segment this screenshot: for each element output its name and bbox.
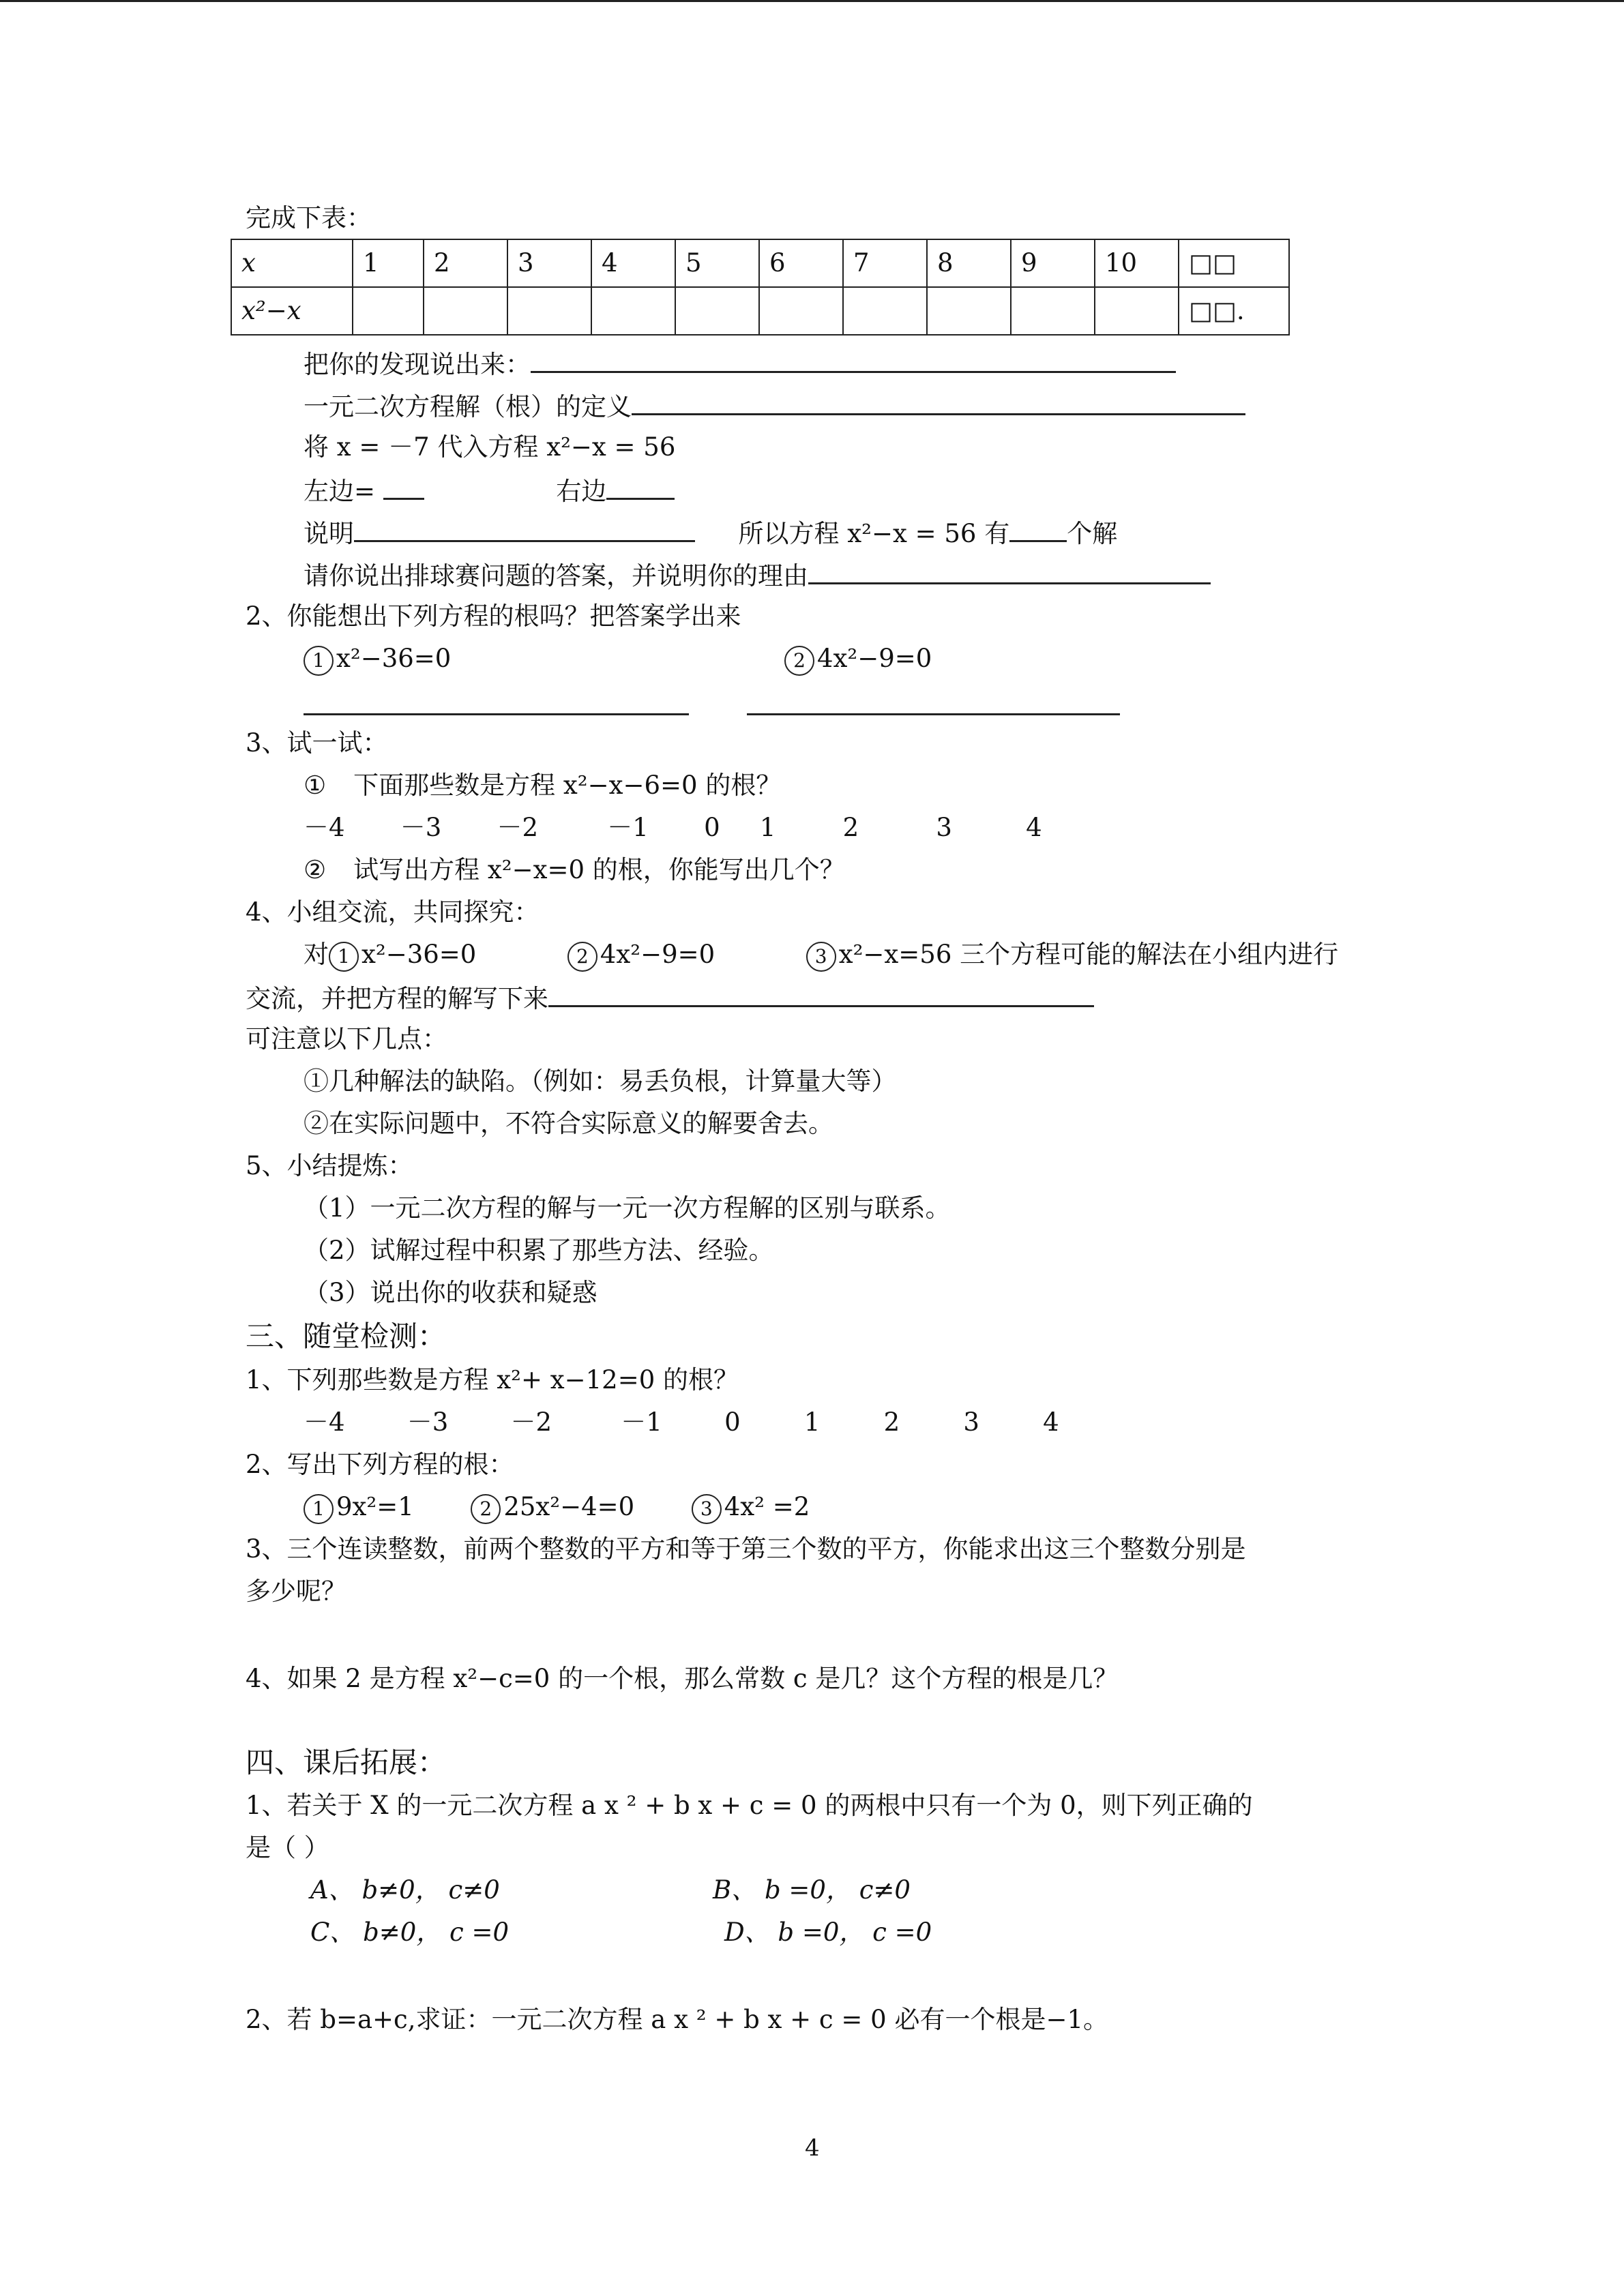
table-cell: 4 <box>591 239 675 287</box>
table-cell: 5 <box>675 239 759 287</box>
table-cell <box>843 287 927 335</box>
table-cell <box>507 287 591 335</box>
q4-equations: 对 1 x²−36=0 2 4x²−9=0 3 x²−x=56 三个方程可能的解法在小组内进行 <box>304 940 1338 972</box>
ext-1-line-2: 是（ ） <box>246 1833 329 1862</box>
option-c: C、 b≠0， c =0 <box>310 1918 510 1947</box>
definition-line: 一元二次方程解（根）的定义 <box>304 390 1245 422</box>
table-row <box>231 287 1289 335</box>
answer-blank[interactable] <box>548 982 1094 1007</box>
circled-number: 1 <box>329 942 359 972</box>
test-2-equations: 1 9x²=1 2 25x²−4=0 3 4x² =2 <box>304 1492 810 1524</box>
table-cell: 2 <box>424 239 507 287</box>
test-1: 1、下列那些数是方程 x²+ x−12=0 的根？ <box>246 1365 739 1395</box>
table-cell: x²−x <box>231 287 353 335</box>
ext-2: 2、若 b=a+c,求证：一元二次方程 a x ² + b x + c = 0 必有一个根是−1。 <box>246 2005 1109 2034</box>
left-right-line: 左边= 右边 <box>304 475 675 507</box>
table-cell: 1 <box>353 239 424 287</box>
question-2: 2、你能想出下列方程的根吗？把答案学出来 <box>246 601 741 631</box>
answer-blank[interactable] <box>1009 517 1067 542</box>
table-row <box>231 239 1289 287</box>
circled-number: 1 <box>304 1494 334 1524</box>
page-number: 4 <box>805 2134 820 2162</box>
table-cell <box>759 287 843 335</box>
table-cell <box>424 287 507 335</box>
answer-blank[interactable] <box>808 559 1211 584</box>
table-intro: 完成下表： <box>246 203 372 233</box>
answer-blank[interactable] <box>606 475 675 500</box>
table-cell <box>1095 287 1179 335</box>
circled-number: 2 <box>784 646 814 676</box>
test-1-candidates: －4 －3 －2 －1 0 1 2 3 4 <box>304 1407 1059 1437</box>
table-cell <box>927 287 1011 335</box>
answer-blank[interactable] <box>354 517 695 542</box>
circled-number: 2 <box>471 1494 501 1524</box>
test-2: 2、写出下列方程的根： <box>246 1450 514 1479</box>
answer-blank[interactable] <box>304 713 689 715</box>
table-cell: □□. <box>1179 287 1289 335</box>
test-3-line-1: 3、三个连读整数，前两个整数的平方和等于第三个数的平方，你能求出这三个整数分别是 <box>246 1534 1246 1564</box>
table-cell <box>675 287 759 335</box>
q4-continue: 交流，并把方程的解写下来 <box>246 982 1094 1014</box>
q3-candidates: －4 －3 －2 －1 0 1 2 3 4 <box>304 813 1042 842</box>
section-4-heading: 四、课后拓展： <box>246 1746 447 1779</box>
test-3-line-2: 多少呢？ <box>246 1577 346 1606</box>
question-4: 4、小组交流，共同探究： <box>246 897 540 927</box>
substitute-line: 将 x = －7 代入方程 x²−x = 56 <box>304 432 676 462</box>
volleyball-line: 请你说出排球赛问题的答案，并说明你的理由 <box>304 559 1211 591</box>
section-3-heading: 三、随堂检测： <box>246 1320 447 1353</box>
table-cell: x <box>231 239 353 287</box>
table-cell: 6 <box>759 239 843 287</box>
note-1: ①几种解法的缺陷。（例如：易丢负根，计算量大等） <box>304 1067 897 1096</box>
q5-item-3: （3）说出你的收获和疑惑 <box>304 1278 597 1307</box>
question-5: 5、小结提炼： <box>246 1151 413 1180</box>
test-4: 4、如果 2 是方程 x²−c=0 的一个根，那么常数 c 是几？这个方程的根是几？ <box>246 1664 1119 1693</box>
table-cell: 9 <box>1011 239 1095 287</box>
table-cell <box>353 287 424 335</box>
table-cell <box>1011 287 1095 335</box>
table-cell: 7 <box>843 239 927 287</box>
q3-part-1: ① 下面那些数是方程 x²−x−6=0 的根？ <box>304 771 782 800</box>
option-b: B、 b =0， c≠0 <box>713 1875 911 1905</box>
question-3: 3、试一试： <box>246 728 388 758</box>
table-cell: □□ <box>1179 239 1289 287</box>
answer-blank[interactable] <box>632 390 1245 415</box>
circled-number: 3 <box>692 1494 722 1524</box>
option-d: D、 b =0， c =0 <box>724 1918 932 1947</box>
circled-number: 2 <box>567 942 597 972</box>
table-cell <box>591 287 675 335</box>
q2-eq-1: 1 x²−36=0 <box>304 644 451 676</box>
discovery-line: 把你的发现说出来： <box>304 348 1176 380</box>
notes-heading: 可注意以下几点： <box>246 1024 447 1054</box>
explain-line: 说明 所以方程 x²−x = 56 有 个解 <box>304 517 1117 549</box>
q5-item-1: （1）一元二次方程的解与一元一次方程解的区别与联系。 <box>304 1193 951 1223</box>
circled-number: 1 <box>304 646 334 676</box>
q5-item-2: （2）试解过程中积累了那些方法、经验。 <box>304 1236 774 1265</box>
answer-blank[interactable] <box>531 348 1176 373</box>
values-table <box>231 239 1290 336</box>
table-cell: 10 <box>1095 239 1179 287</box>
note-2: ②在实际问题中，不符合实际意义的解要舍去。 <box>304 1109 833 1138</box>
q2-eq-2: 2 4x²−9=0 <box>784 644 932 676</box>
answer-blank[interactable] <box>383 475 424 500</box>
answer-blank[interactable] <box>747 713 1120 715</box>
table-cell: 8 <box>927 239 1011 287</box>
circled-number: 3 <box>806 942 836 972</box>
ext-1-line-1: 1、若关于 X 的一元二次方程 a x ² + b x + c = 0 的两根中只有一个为 0，则下列正确的 <box>246 1791 1253 1820</box>
q3-part-2: ② 试写出方程 x²−x=0 的根，你能写出几个？ <box>304 855 845 884</box>
table-cell: 3 <box>507 239 591 287</box>
option-a: A、 b≠0， c≠0 <box>310 1875 500 1905</box>
